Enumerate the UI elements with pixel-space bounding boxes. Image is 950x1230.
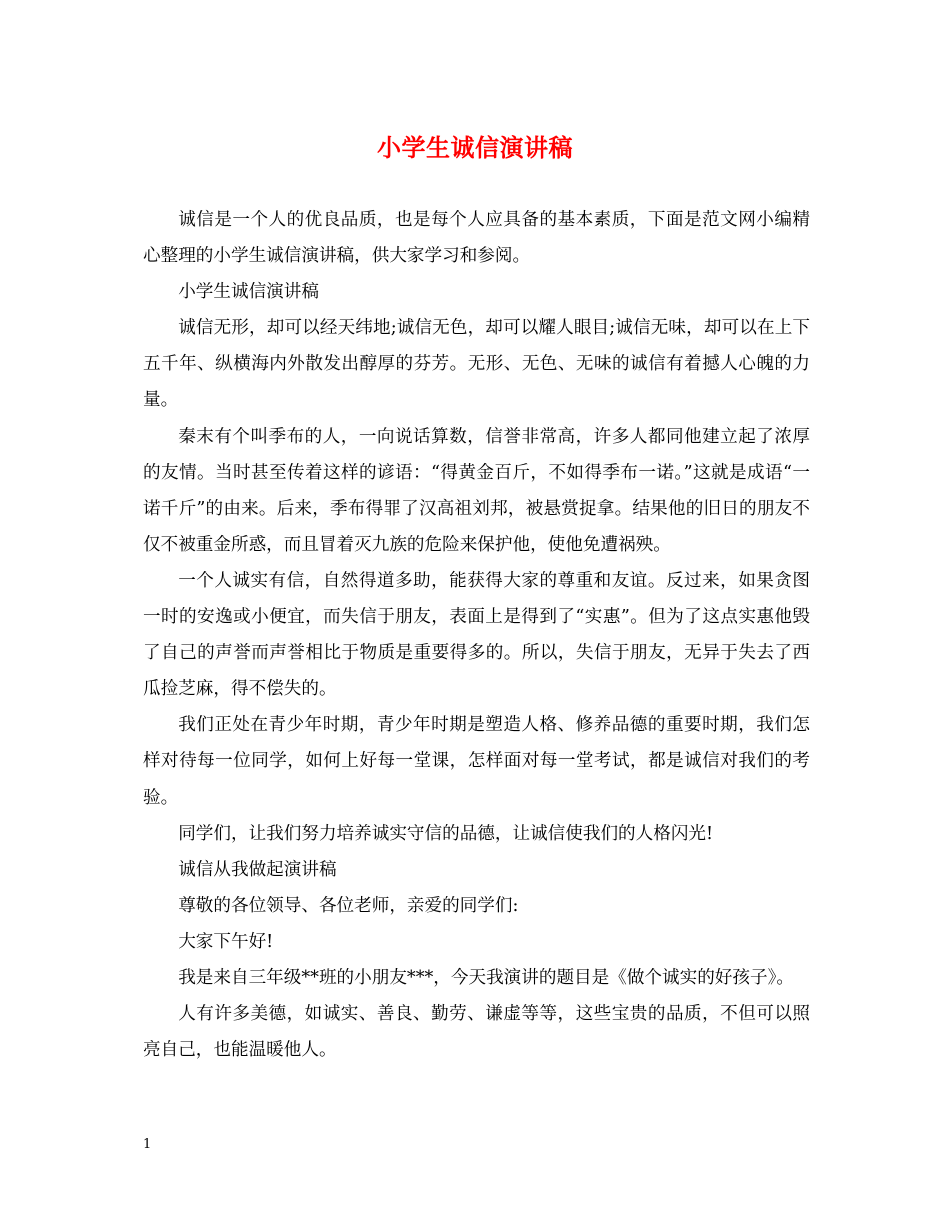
section-heading-speech-1: 小学生诚信演讲稿 xyxy=(178,282,319,303)
greeting: 大家下午好! xyxy=(178,931,274,952)
paragraph: 诚信无形，却可以经天纬地;诚信无色，却可以耀人眼目;诚信无味，却可以在上下五千年、纵横海内外散发出醇厚的芬芳。无形、无色、无味的诚信有着撼人心魄的力量。 xyxy=(143,318,810,411)
document-title: 小学生诚信演讲稿 xyxy=(377,133,573,162)
paragraph: 我是来自三年级**班的小朋友***，今天我演讲的题目是《做个诚实的好孩子》。 xyxy=(178,967,794,988)
paragraph: 人有许多美德，如诚实、善良、勤劳、谦虚等等，这些宝贵的品质，不但可以照亮自己，也能温暖他人。 xyxy=(143,1004,810,1061)
salutation: 尊敬的各位领导、各位老师，亲爱的同学们: xyxy=(178,895,519,916)
paragraph: 一个人诚实有信，自然得道多助，能获得大家的尊重和友谊。反过来，如果贪图一时的安逸或小便宜，而失信于朋友，表面上是得到了“实惠”。但为了这点实惠他毁了自己的声誉而声誉相比于物质是重要得多的。所以，失信于朋友，无异于失去了西瓜捡芝麻，得不偿失的。 xyxy=(143,570,810,700)
paragraph-intro: 诚信是一个人的优良品质，也是每个人应具备的基本素质，下面是范文网小编精心整理的小学生诚信演讲稿，供大家学习和参阅。 xyxy=(143,210,810,267)
document-body xyxy=(143,202,810,1068)
section-heading-speech-2: 诚信从我做起演讲稿 xyxy=(178,859,337,880)
paragraph: 我们正处在青少年时期，青少年时期是塑造人格、修养品德的重要时期，我们怎样对待每一位同学，如何上好每一堂课，怎样面对每一堂考试，都是诚信对我们的考验。 xyxy=(143,715,810,808)
page-number: 1 xyxy=(143,1137,152,1152)
paragraph: 秦末有个叫季布的人，一向说话算数，信誉非常高，许多人都同他建立起了浓厚的友情。当时甚至传着这样的谚语：“得黄金百斤，不如得季布一诺。”这就是成语“一诺千斤”的由来。后来，季布得罪了汉高祖刘邦，被悬赏捉拿。结果他的旧日的朋友不仅不被重金所惑，而且冒着灭九族的危险来保护他，使他免遭祸殃。 xyxy=(143,426,810,555)
paragraph: 同学们，让我们努力培养诚实守信的品德，让诚信使我们的人格闪光! xyxy=(178,823,714,844)
